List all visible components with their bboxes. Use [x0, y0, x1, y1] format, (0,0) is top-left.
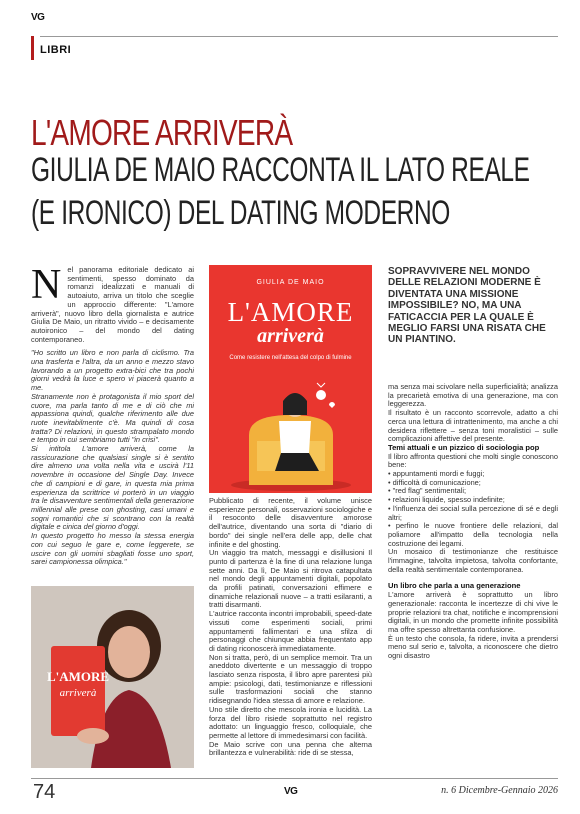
section-label: LIBRI [40, 44, 72, 56]
book-title: L'AMORE [227, 297, 354, 327]
book-title-script: arriverà [257, 325, 324, 347]
article-subtitle-line1: GIULIA DE MAIO RACCONTA IL LATO REALE [31, 151, 530, 189]
svg-text:L'AMORE: L'AMORE [46, 669, 110, 684]
subheading: Un libro che parla a una generazione [388, 581, 521, 591]
footer-rule [31, 778, 558, 779]
column-3: ma senza mai scivolare nella superficialità; analizza la precarietà emotiva di una generazione, ma con leggerezza. Il risultato è un racconto scorrevole, adatto a chi cerca una lettura di intrattenimento, ma anche a chi desidera riflettere – senza toni moralistici – sulle complicazioni affettive del presente. Temi attuali e un pizzico di sociologia pop Il libro affronta questioni che molti single conoscono bene: • appuntamenti mordi e fuggi; • difficoltà di comunicazione; • "red flag" sentimentali; • relazioni liquide, spesso indefinite; • l'influenza dei social sulla percezione di sé e degli altri; • perfino le nuove frontiere delle relazioni, dal poliamore all'impatto della tecnologia nella costruzione dei legami. Un mosaico di testimonianze che restituisce l'immagine, talvolta impietosa, talvolta confortante, della realtà sentimentale contemporanea. Un libro che parla a una generazione L'amore arriverà è soprattutto un libro generazionale: racconta le incertezze di chi vive le proprie relazioni tra chat, notifiche e incomprensioni digitali, in un mondo che promette infinite possibilità ma offre spesso altrettanta confusione. È un testo che consola, fa ridere, invita a prendersi meno sul serio e, talvolta, a riconoscere che dietro ogni disastro [388, 383, 558, 661]
body-paragraph: Un viaggio tra match, messaggi e disillusioni Il punto di partenza è la fine di una relazione lunga sette anni. Da lì, De Maio si ritrova catapultata nel mondo degli appuntamenti digitali, popolato da profili patinati, conversazioni effimere e dinamiche relazionali nuove – a tratti esilaranti, a tratti disarmanti. [209, 548, 372, 610]
subheading: Temi attuali e un pizzico di sociologia pop [388, 442, 540, 452]
intro-paragraph: el panorama editoriale dedicato ai sentimenti, spesso dominato da romanzi idealizzati e manuali di autoaiuto, arriva un titolo che sceglie un approccio differente: "L'amore arriverà", nuovo libro della giornalista e autrice Giulia De Maio, un ritratto vivido – e decisamente autoironico – del mondo del dating contemporaneo. [31, 266, 194, 344]
body-paragraph: L'amore arriverà è soprattutto un libro generazionale: racconta le incertezze di chi vive le proprie relazioni tra chat, notifiche e incomprensioni digitali, in un mondo che promette infinite possibilità ma offre spesso altrettanta confusione. [388, 590, 558, 634]
body-paragraph: L'autrice racconta incontri improbabili, speed-date vissuti come esperimenti sociali, primi appuntamenti fallimentari e una sfilza di personaggi che chiunque abbia frequentato app di dating riconoscerà immediatamente. [209, 609, 372, 653]
issue-info: n. 6 Dicembre-Gennaio 2026 [441, 785, 558, 796]
book-subtitle: Come resistere nell'attesa del colpo di fulmine [229, 355, 352, 361]
column-1 [31, 266, 194, 566]
book-cover [209, 265, 372, 493]
body-paragraph: ma senza mai scivolare nella superficialità; analizza la precarietà emotiva di una generazione, ma con leggerezza. [388, 383, 558, 409]
dropcap: N [31, 266, 62, 308]
body-paragraph: Il libro affronta questioni che molti single conoscono bene: [388, 451, 558, 470]
book-cover-illustration [209, 375, 372, 493]
bullet-item: perfino le nuove frontiere delle relazioni, dal poliamore all'impatto della tecnologia nella costruzione dei legami. [388, 521, 558, 548]
section-marker [31, 36, 34, 60]
bullet-item: "red flag" sentimentali; [392, 486, 467, 496]
article-subtitle-line2: (E IRONICO) DEL DATING MODERNO [31, 194, 450, 232]
body-paragraph: È un testo che consola, fa ridere, invita a prendersi meno sul serio e, talvolta, a riconoscere che dietro ogni disastro [388, 633, 558, 661]
bullet-item: relazioni liquide, spesso indefinite; [392, 495, 505, 505]
page-number: 74 [33, 781, 56, 803]
top-rule [40, 36, 558, 37]
body-paragraph: Non si tratta, però, di un semplice memoir. Tra un aneddoto divertente e un messaggio di troppo lasciato senza risposta, il libro apre parentesi più ampie: psicologi, dati, testimonianze e riflessioni sulle trasformazioni sociali che stanno ridisegnando l'idea stessa di amore e relazione. [209, 652, 372, 706]
column-2 [209, 497, 372, 775]
author-photo-illustration [31, 586, 194, 768]
pull-quote: SOPRAVVIVERE NEL MONDO DELLE RELAZIONI MODERNE È DIVENTATA UNA MISSIONE IMPOSSIBILE? NO, MA UNA FATICACCIA PER LA QUALE È MEGLIO FARSI UNA RISATA CHE UN PIANTINO. [388, 266, 546, 346]
body-paragraph: Uno stile diretto che mescola ironia e lucidità. La forza del libro risiede soprattutto nel registro adottato: un linguaggio fresco, colloquiale, che permette al lettore di immedesimarsi con facilità. [209, 704, 372, 740]
body-paragraph: Pubblicato di recente, il volume unisce esperienze personali, osservazioni sociologiche e il resoconto delle disavventure amorose dell'autrice, diventando una sorta di "diario di bordo" dei single nell'era delle app, delle chat infinite e del ghosting. [209, 497, 372, 549]
magazine-logo: VG [31, 12, 45, 23]
body-paragraph: Il risultato è un racconto scorrevole, adatto a chi cerca una lettura di intrattenimento, ma anche a chi desidera riflettere – senza toni moralistici – sulle complicazioni affettive del presente. [388, 408, 558, 444]
book-author: GIULIA DE MAIO [256, 279, 325, 286]
bullet-item: l'influenza dei social sulla percezione di sé e degli altri; [388, 503, 558, 522]
footer-logo: VG [284, 786, 298, 797]
body-paragraph: De Maio scrive con una penna che alterna brillantezza e vulnerabilità: ride di se stessa, [209, 739, 372, 758]
quote-paragraph: "Ho scritto un libro e non parla di ciclismo. Tra una trasferta e l'altra, da un anno e mezzo stavo lavorando a un progetto extra-bici che tra pochi giorni vedrà la luce e spero vi piacerà quanto a me. [31, 348, 194, 393]
bullet-item: difficoltà di comunicazione; [392, 477, 481, 487]
svg-text:arriverà: arriverà [59, 687, 97, 699]
quote-paragraph: In questo progetto ho messo la stessa energia con cui seguo le gare e, come leggerete, se uscire con gli uomini sbagliati fosse uno sport, sarei campionessa olimpica." [31, 531, 194, 566]
quote-paragraph: Si intitola L'amore arriverà, come la rassicurazione che qualsiasi single si è sentito dire almeno una volta nella vita e uscirà l'11 novembre in occasione del Single Day. Invece che di campioni e di gare, in questa mia prima esperienza da scrittrice vi porterò in un viaggio tra le disavventure sentimentali della generazione millennial alle prese con ghosting, casi umani e sogni romantici che si scontrano con la realtà digitale e cinica del giorno d'oggi. [31, 444, 194, 532]
body-paragraph: Un mosaico di testimonianze che restituisce l'immagine, talvolta impietosa, talvolta confortante, della realtà sentimentale contemporanea. [388, 547, 558, 574]
author-photo [31, 586, 194, 768]
article-title: L'AMORE ARRIVERÀ [31, 112, 293, 153]
quote-paragraph: Stranamente non è protagonista il mio sport del cuore, ma parla tanto di me e di ciò che mi appassiona quindi, qualche riferimento alle due ruote inevitabilmente c'è. Ma quindi di cosa tratta? Di relazioni, in questo strampalato mondo e tempo in cui sembriamo tutti "in crisi". [31, 391, 194, 445]
bullet-item: appuntamenti mordi e fuggi; [392, 469, 485, 479]
